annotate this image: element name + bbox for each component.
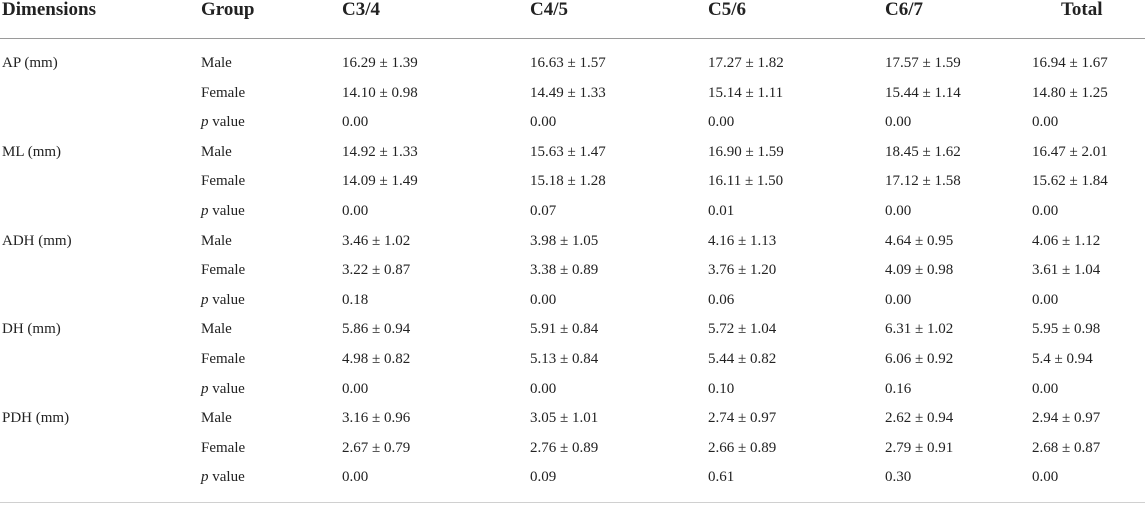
cell-c67: 18.45 ± 1.62 xyxy=(885,143,961,160)
cell-c45: 0.00 xyxy=(530,114,557,131)
cell-c67: 0.16 xyxy=(885,380,912,397)
cell-c67: 15.44 ± 1.14 xyxy=(885,84,961,101)
cell-total: 14.80 ± 1.25 xyxy=(1032,84,1108,101)
cell-total: 0.00 xyxy=(1032,380,1059,397)
cell-c45: 0.00 xyxy=(530,380,557,397)
row-group: Male xyxy=(201,143,232,160)
p-value-label: value xyxy=(208,291,245,308)
table-row xyxy=(0,201,1145,231)
cell-c34: 14.10 ± 0.98 xyxy=(342,84,418,101)
cell-c67: 6.06 ± 0.92 xyxy=(885,350,954,367)
row-group xyxy=(201,379,245,399)
cell-c34: 5.86 ± 0.94 xyxy=(342,321,411,338)
header-dimensions: Dimensions xyxy=(2,0,96,20)
cell-c67: 17.12 ± 1.58 xyxy=(885,173,961,190)
cell-total: 0.00 xyxy=(1032,469,1059,486)
cell-c34: 0.00 xyxy=(342,469,369,486)
row-group xyxy=(201,290,245,310)
cell-c45: 0.07 xyxy=(530,202,557,219)
cell-c67: 2.79 ± 0.91 xyxy=(885,439,954,456)
cell-c56: 16.11 ± 1.50 xyxy=(708,173,784,190)
row-dimension: DH (mm) xyxy=(2,321,61,338)
table-row xyxy=(0,112,1145,142)
cell-c67: 0.00 xyxy=(885,114,912,131)
cell-c34: 0.00 xyxy=(342,202,369,219)
cell-c34: 3.16 ± 0.96 xyxy=(342,410,411,427)
table-body xyxy=(0,53,1145,497)
cell-total: 16.47 ± 2.01 xyxy=(1032,143,1108,160)
cell-c45: 15.18 ± 1.28 xyxy=(530,173,606,190)
cell-c56: 0.10 xyxy=(708,380,735,397)
cell-c56: 16.90 ± 1.59 xyxy=(708,143,784,160)
cell-total: 4.06 ± 1.12 xyxy=(1032,232,1101,249)
cell-c56: 2.74 ± 0.97 xyxy=(708,410,777,427)
cell-c34: 4.98 ± 0.82 xyxy=(342,350,411,367)
cell-c56: 0.01 xyxy=(708,202,735,219)
cell-c67: 0.00 xyxy=(885,202,912,219)
cell-c45: 14.49 ± 1.33 xyxy=(530,84,606,101)
row-dimension: AP (mm) xyxy=(2,55,58,71)
table-header xyxy=(0,0,1145,39)
p-value-label: value xyxy=(208,114,245,131)
cell-c67: 2.62 ± 0.94 xyxy=(885,410,954,427)
table-row xyxy=(0,260,1145,290)
cell-c34: 3.46 ± 1.02 xyxy=(342,232,411,249)
cell-c56: 5.72 ± 1.04 xyxy=(708,321,777,338)
table-row xyxy=(0,438,1145,468)
row-group: Male xyxy=(201,55,232,71)
cell-total: 5.95 ± 0.98 xyxy=(1032,321,1101,338)
cell-c56: 2.66 ± 0.89 xyxy=(708,439,777,456)
header-c67: C6/7 xyxy=(885,0,923,20)
cell-c67: 4.09 ± 0.98 xyxy=(885,262,954,279)
table-row xyxy=(0,379,1145,409)
cell-c67: 0.30 xyxy=(885,469,912,486)
cell-c56: 0.06 xyxy=(708,291,735,308)
cell-total: 3.61 ± 1.04 xyxy=(1032,262,1101,279)
row-dimension: PDH (mm) xyxy=(2,410,70,427)
row-group xyxy=(201,112,245,132)
cell-c34: 0.18 xyxy=(342,291,369,308)
p-italic: p xyxy=(201,380,209,397)
cell-c67: 6.31 ± 1.02 xyxy=(885,321,954,338)
table-row xyxy=(0,349,1145,379)
cell-c34: 0.00 xyxy=(342,114,369,131)
cell-c45: 2.76 ± 0.89 xyxy=(530,439,599,456)
table-row xyxy=(0,467,1145,497)
cell-c34: 16.29 ± 1.39 xyxy=(342,55,418,71)
cell-c34: 2.67 ± 0.79 xyxy=(342,439,411,456)
cell-c67: 4.64 ± 0.95 xyxy=(885,232,954,249)
cell-c34: 14.92 ± 1.33 xyxy=(342,143,418,160)
table-row xyxy=(0,408,1145,438)
cell-c56: 0.61 xyxy=(708,469,735,486)
cell-c34: 14.09 ± 1.49 xyxy=(342,173,418,190)
cell-c67: 17.57 ± 1.59 xyxy=(885,55,961,71)
header-total: Total xyxy=(1061,0,1103,20)
cell-c56: 5.44 ± 0.82 xyxy=(708,350,777,367)
row-group: Female xyxy=(201,350,246,367)
cell-c56: 4.16 ± 1.13 xyxy=(708,232,777,249)
cell-total: 2.94 ± 0.97 xyxy=(1032,410,1101,427)
cell-total: 16.94 ± 1.67 xyxy=(1032,55,1108,71)
table-row xyxy=(0,171,1145,201)
header-group: Group xyxy=(201,0,255,20)
cell-c45: 3.38 ± 0.89 xyxy=(530,262,599,279)
p-italic: p xyxy=(201,469,209,486)
cell-c34: 3.22 ± 0.87 xyxy=(342,262,411,279)
cell-c45: 0.00 xyxy=(530,291,557,308)
row-group: Male xyxy=(201,410,232,427)
row-group: Male xyxy=(201,232,232,249)
row-group: Female xyxy=(201,262,246,279)
cell-c34: 0.00 xyxy=(342,380,369,397)
table-row xyxy=(0,83,1145,113)
row-dimension: ADH (mm) xyxy=(2,232,72,249)
cell-c45: 3.05 ± 1.01 xyxy=(530,410,599,427)
cell-c45: 3.98 ± 1.05 xyxy=(530,232,599,249)
p-value-label: value xyxy=(208,380,245,397)
row-group xyxy=(201,201,245,221)
cell-total: 0.00 xyxy=(1032,202,1059,219)
table-row xyxy=(0,231,1145,261)
cell-total: 0.00 xyxy=(1032,114,1059,131)
cell-c56: 0.00 xyxy=(708,114,735,131)
p-italic: p xyxy=(201,114,209,131)
row-group: Female xyxy=(201,84,246,101)
cell-c56: 3.76 ± 1.20 xyxy=(708,262,777,279)
cell-c67: 0.00 xyxy=(885,291,912,308)
bottom-rule xyxy=(0,502,1145,503)
row-dimension: ML (mm) xyxy=(2,143,62,160)
header-c56: C5/6 xyxy=(708,0,746,20)
row-group: Male xyxy=(201,321,232,338)
row-group: Female xyxy=(201,173,246,190)
cell-total: 5.4 ± 0.94 xyxy=(1032,350,1093,367)
table-row xyxy=(0,53,1145,83)
cell-c45: 15.63 ± 1.47 xyxy=(530,143,606,160)
cell-total: 15.62 ± 1.84 xyxy=(1032,173,1108,190)
header-c34: C3/4 xyxy=(342,0,380,20)
header-c45: C4/5 xyxy=(530,0,568,20)
cell-c56: 17.27 ± 1.82 xyxy=(708,55,784,71)
row-group: Female xyxy=(201,439,246,456)
cell-total: 0.00 xyxy=(1032,291,1059,308)
cell-total: 2.68 ± 0.87 xyxy=(1032,439,1101,456)
table-row xyxy=(0,142,1145,172)
p-value-label: value xyxy=(208,202,245,219)
row-group xyxy=(201,467,245,487)
table-row xyxy=(0,290,1145,320)
cell-c56: 15.14 ± 1.11 xyxy=(708,84,784,101)
cell-c45: 5.13 ± 0.84 xyxy=(530,350,599,367)
p-value-label: value xyxy=(208,469,245,486)
cell-c45: 5.91 ± 0.84 xyxy=(530,321,599,338)
p-italic: p xyxy=(201,202,209,219)
cell-c45: 16.63 ± 1.57 xyxy=(530,55,606,71)
cell-c45: 0.09 xyxy=(530,469,557,486)
p-italic: p xyxy=(201,291,209,308)
table-row xyxy=(0,319,1145,349)
